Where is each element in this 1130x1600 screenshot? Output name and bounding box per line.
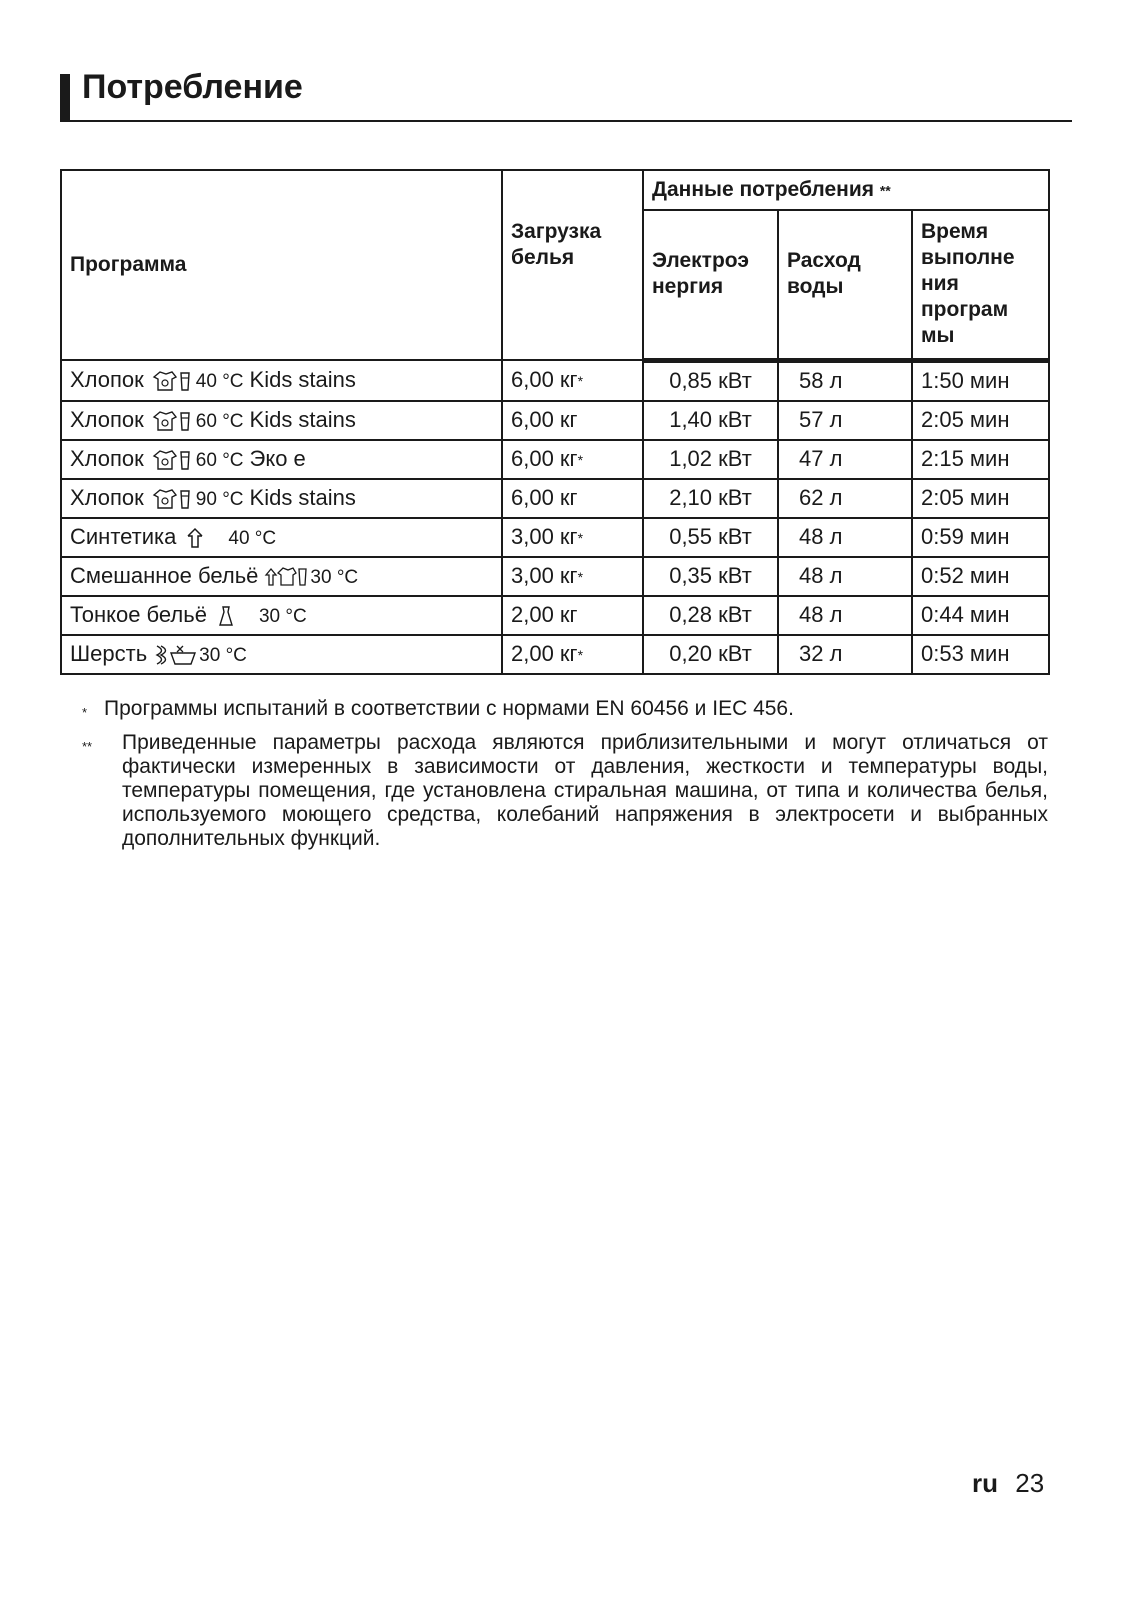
program-suffix: Эко e	[249, 445, 306, 471]
energy-cell: 1,40 кВт	[643, 401, 778, 440]
time-cell: 0:52 мин	[912, 557, 1049, 596]
water-cell: 48 л	[778, 596, 912, 635]
water-cell: 62 л	[778, 479, 912, 518]
water-cell: 48 л	[778, 518, 912, 557]
consumption-table	[60, 169, 1050, 675]
program-cell	[61, 401, 502, 440]
load-cell	[502, 518, 643, 557]
load-value: 3,00 кг	[511, 524, 578, 549]
time-cell: 0:53 мин	[912, 635, 1049, 674]
title-accent-bar	[60, 74, 70, 120]
load-value: 3,00 кг	[511, 563, 578, 588]
program-name: Хлопок	[70, 367, 144, 393]
program-cell	[61, 635, 502, 674]
footnote-text: Приведенные параметры расхода являются приблизительными и могут отличаться от фактически измеренных в зависимости от давления, жесткости и температуры воды, температуры помещения, где установлена стиральная машина, от типа и количества белья, используемого моющего средства, колебаний напряжения в электросети и выбранных дополнительных функций.	[122, 731, 1048, 850]
water-cell: 48 л	[778, 557, 912, 596]
table-row	[61, 557, 1049, 596]
program-cell	[61, 518, 502, 557]
time-cell: 1:50 мин	[912, 360, 1049, 401]
time-cell: 2:05 мин	[912, 401, 1049, 440]
table-row	[61, 596, 1049, 635]
time-cell: 0:59 мин	[912, 518, 1049, 557]
header-consumption-label: Данные потребления	[652, 177, 874, 201]
table-row	[61, 401, 1049, 440]
program-name: Шерсть	[70, 640, 148, 666]
load-cell	[502, 479, 643, 518]
water-cell: 32 л	[778, 635, 912, 674]
page-title: Потребление	[82, 68, 303, 106]
header-consumption-data	[643, 170, 1049, 210]
program-name: Синтетика	[70, 523, 177, 549]
program-suffix: Kids stains	[249, 406, 356, 432]
time-cell: 2:05 мин	[912, 479, 1049, 518]
program-cell	[61, 479, 502, 518]
delicate-icon	[213, 604, 257, 628]
program-name: Хлопок	[70, 484, 144, 510]
cotton-icon	[150, 487, 194, 511]
energy-cell: 0,20 кВт	[643, 635, 778, 674]
program-name: Тонкое бельё	[70, 601, 207, 627]
test-program-mark: *	[577, 530, 584, 547]
load-value: 6,00 кг	[511, 367, 578, 393]
energy-cell: 0,35 кВт	[643, 557, 778, 596]
program-suffix: Kids stains	[249, 367, 356, 393]
load-cell	[502, 635, 643, 674]
load-cell	[502, 360, 643, 401]
energy-cell: 0,28 кВт	[643, 596, 778, 635]
program-temperature: 60 °C	[195, 449, 244, 471]
load-cell	[502, 596, 643, 635]
header-program: Программа	[61, 170, 502, 360]
program-suffix: Kids stains	[249, 484, 356, 510]
program-cell	[61, 596, 502, 635]
program-name: Хлопок	[70, 406, 144, 432]
footnotes	[82, 697, 1048, 857]
program-temperature: 30 °C	[258, 605, 307, 627]
footnote-mark: *	[82, 705, 88, 720]
header-time: Время выполне ния програм мы	[912, 210, 1049, 360]
program-cell	[61, 360, 502, 401]
wool-icon	[153, 643, 197, 667]
load-cell	[502, 557, 643, 596]
water-cell: 58 л	[778, 360, 912, 401]
page-number: 23	[1015, 1468, 1045, 1498]
table-row	[61, 635, 1049, 674]
program-temperature: 30 °C	[310, 566, 359, 588]
load-cell	[502, 440, 643, 479]
energy-cell: 0,85 кВт	[643, 360, 778, 401]
cotton-icon	[150, 409, 194, 433]
energy-cell: 2,10 кВт	[643, 479, 778, 518]
title-divider	[60, 120, 1072, 122]
energy-cell: 0,55 кВт	[643, 518, 778, 557]
load-cell	[502, 401, 643, 440]
header-load: Загрузка белья	[502, 170, 643, 360]
test-program-mark: *	[577, 647, 584, 664]
table-row	[61, 518, 1049, 557]
time-cell: 2:15 мин	[912, 440, 1049, 479]
program-temperature: 30 °C	[199, 644, 247, 666]
time-cell: 0:44 мин	[912, 596, 1049, 635]
header-consumption-mark: **	[879, 182, 891, 199]
load-value: 6,00 кг	[511, 485, 578, 510]
program-cell	[61, 440, 502, 479]
header-energy: Электроэ нергия	[643, 210, 778, 360]
load-value: 6,00 кг	[511, 407, 578, 432]
cotton-icon	[150, 369, 194, 393]
page-footer	[972, 1468, 1044, 1499]
program-temperature: 40 °C	[228, 527, 277, 549]
program-name: Хлопок	[70, 445, 144, 471]
program-cell	[61, 557, 502, 596]
load-value: 2,00 кг	[511, 602, 578, 627]
water-cell: 47 л	[778, 440, 912, 479]
table-row	[61, 360, 1049, 401]
footnote-1	[82, 697, 1048, 725]
test-program-mark: *	[577, 373, 584, 390]
cotton-icon	[150, 448, 194, 472]
footnote-2	[82, 731, 1048, 851]
table-row	[61, 440, 1049, 479]
water-cell: 57 л	[778, 401, 912, 440]
program-temperature: 40 °C	[195, 371, 244, 393]
program-temperature: 90 °C	[195, 488, 244, 510]
load-value: 6,00 кг	[511, 446, 578, 471]
header-water: Расход воды	[778, 210, 912, 360]
language-code: ru	[972, 1468, 998, 1498]
table-row	[61, 479, 1049, 518]
test-program-mark: *	[577, 569, 584, 586]
program-temperature: 60 °C	[195, 410, 244, 432]
mixed-icon	[264, 565, 308, 589]
load-value: 2,00 кг	[511, 641, 578, 666]
synthetic-icon	[182, 526, 226, 550]
test-program-mark: *	[577, 452, 584, 469]
energy-cell: 1,02 кВт	[643, 440, 778, 479]
footnote-text: Программы испытаний в соответствии с нормами EN 60456 и IEC 456.	[104, 697, 794, 720]
program-name: Смешанное бельё	[70, 562, 259, 588]
footnote-mark: **	[82, 739, 93, 754]
